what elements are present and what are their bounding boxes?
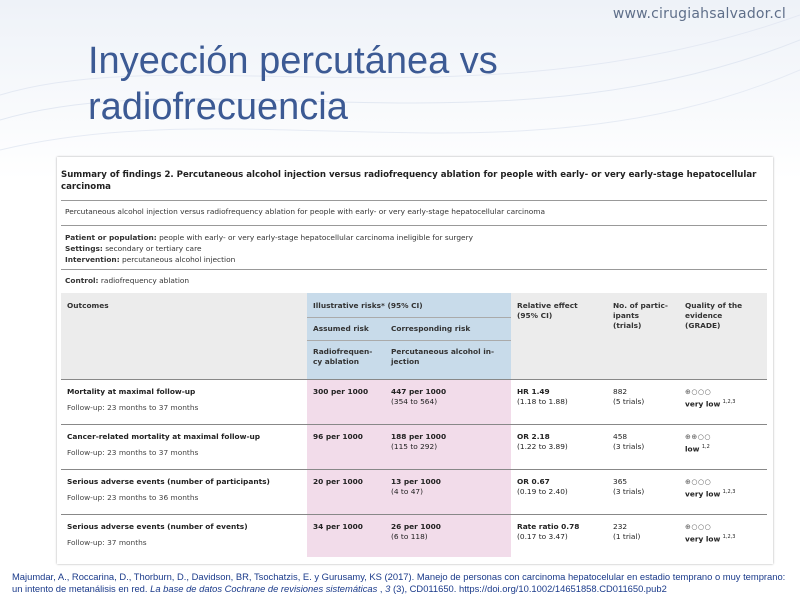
control — [65, 276, 189, 285]
patient-value: people with early- or very early-stage hepatocellular carcinoma ineligible for surgery — [159, 233, 473, 242]
row-corresponding-ci: (354 to 564) — [391, 397, 438, 406]
header-radiofrequency-line1: Radiofrequen- — [313, 347, 373, 356]
row-followup: Follow-up: 23 months to 37 months — [67, 403, 199, 412]
divider — [61, 424, 767, 425]
settings-value: secondary or tertiary care — [105, 244, 202, 253]
header-relative-line1: Relative effect — [517, 301, 578, 310]
row-outcome: Serious adverse events (number of events) — [67, 522, 248, 531]
row-trials: (3 trials) — [613, 442, 645, 451]
row-outcome: Mortality at maximal follow-up — [67, 387, 196, 396]
site-url: www.cirugiahsalvador.cl — [612, 6, 786, 22]
header-corresponding: Corresponding risk — [391, 324, 471, 333]
row-participants-value: 882 — [613, 387, 628, 396]
header-quality-line2: evidence — [685, 311, 723, 320]
slide-title — [88, 38, 708, 130]
summary-of-findings-table — [57, 157, 773, 564]
findings-grid — [61, 293, 767, 557]
divider — [61, 200, 767, 201]
row-relative-value: HR 1.49 — [517, 387, 550, 396]
row-corresponding — [391, 522, 441, 542]
intervention-label: Intervention: — [65, 255, 120, 264]
header-outcomes: Outcomes — [67, 301, 109, 310]
row-grade — [685, 477, 735, 499]
row-trials: (1 trial) — [613, 532, 641, 541]
divider — [61, 469, 767, 470]
row-outcome: Cancer-related mortality at maximal follow-up — [67, 432, 261, 441]
header-quality — [685, 301, 742, 331]
slide-title-line1: Inyección percutánea vs — [88, 40, 498, 82]
sof-caption: Percutaneous alcohol injection versus radiofrequency ablation for people with early- or very early-stage hepatocellular carcinoma — [65, 207, 546, 216]
row-corresponding — [391, 477, 441, 497]
slide-title-line2: radiofrecuencia — [88, 86, 348, 128]
row-relative-ci: (1.22 to 3.89) — [517, 442, 568, 451]
header-pei — [391, 347, 494, 367]
grade-circles-icon: ⊕⊕○○ — [685, 433, 711, 441]
settings — [65, 244, 202, 253]
header-radiofrequency — [313, 347, 372, 367]
row-outcome: Serious adverse events (number of participants) — [67, 477, 270, 486]
header-participants-line2: ipants — [613, 311, 640, 320]
row-participants-value: 232 — [613, 522, 628, 531]
control-label: Control: — [65, 276, 99, 285]
citation-volume: 3 — [385, 582, 391, 594]
row-assumed: 20 per 1000 — [313, 477, 363, 486]
row-corresponding — [391, 432, 446, 452]
row-relative — [517, 432, 568, 452]
row-relative-ci: (1.18 to 1.88) — [517, 397, 568, 406]
row-participants-value: 365 — [613, 477, 628, 486]
intervention — [65, 255, 235, 264]
row-corresponding-ci: (4 to 47) — [391, 487, 423, 496]
row-relative-ci: (0.17 to 3.47) — [517, 532, 568, 541]
divider — [61, 269, 767, 270]
intervention-value: percutaneous alcohol injection — [122, 255, 236, 264]
row-assumed: 300 per 1000 — [313, 387, 369, 396]
row-grade-refs: 1,2,3 — [722, 399, 736, 405]
row-grade-label: very low — [685, 489, 721, 499]
row-corresponding-ci: (115 to 292) — [391, 442, 438, 451]
header-quality-line3: (GRADE) — [685, 321, 721, 330]
row-corresponding-value: 13 per 1000 — [391, 477, 441, 486]
row-assumed: 34 per 1000 — [313, 522, 363, 531]
patient-label: Patient or population: — [65, 233, 157, 242]
row-participants — [613, 432, 644, 452]
citation-journal: La base de datos Cochrane de revisiones sistemáticas — [150, 582, 378, 594]
settings-label: Settings: — [65, 244, 103, 253]
row-assumed: 96 per 1000 — [313, 432, 363, 441]
header-radiofrequency-line2: cy ablation — [313, 357, 359, 366]
row-relative-ci: (0.19 to 2.40) — [517, 487, 568, 496]
divider — [307, 340, 511, 341]
control-value: radiofrequency ablation — [100, 276, 190, 285]
citation-doi: (3), CD011650. https://doi.org/10.1002/14651858.CD011650.pub2 — [390, 582, 667, 594]
citation — [12, 571, 798, 594]
header-relative — [517, 301, 578, 321]
header-relative-line2: (95% CI) — [517, 311, 553, 320]
sof-heading: Summary of findings 2. Percutaneous alcohol injection versus radiofrequency ablation for people with early- or very early-stage hepatocellular carcinoma — [61, 170, 757, 192]
row-trials: (5 trials) — [613, 397, 645, 406]
grade-circles-icon: ⊕○○○ — [685, 523, 712, 531]
header-pei-line2: jection — [391, 357, 420, 366]
citation-authors: Majumdar, A., Roccarina, D., Thorburn, D., Davidson, BR, Tsochatzis, E. y Gurusamy, KS (2017). Manejo de personas con carcinoma hepatocelular en estadio temprano o muy temprano: un intento de metanálisis en red. — [12, 571, 786, 594]
header-illustrative: Illustrative risks* (95% CI) — [313, 301, 423, 310]
divider — [307, 317, 511, 318]
row-grade-label: very low — [685, 534, 721, 544]
row-participants-value: 458 — [613, 432, 628, 441]
divider — [61, 379, 767, 380]
row-participants — [613, 387, 644, 407]
row-corresponding-ci: (6 to 118) — [391, 532, 428, 541]
grade-circles-icon: ⊕○○○ — [685, 478, 712, 486]
row-relative — [517, 477, 568, 497]
citation-sep: , — [377, 582, 386, 594]
divider — [61, 225, 767, 226]
row-followup: Follow-up: 23 months to 37 months — [67, 448, 199, 457]
header-participants — [613, 301, 668, 331]
row-corresponding-value: 188 per 1000 — [391, 432, 447, 441]
row-grade — [685, 522, 735, 544]
row-followup: Follow-up: 37 months — [67, 538, 147, 547]
row-grade — [685, 387, 735, 409]
row-relative — [517, 387, 568, 407]
row-relative-value: Rate ratio 0.78 — [517, 522, 580, 531]
row-relative — [517, 522, 579, 542]
row-relative-value: OR 2.18 — [517, 432, 550, 441]
header-pei-line1: Percutaneous alcohol in- — [391, 347, 495, 356]
row-grade-refs: 1,2 — [701, 444, 710, 450]
patient-population — [65, 233, 473, 242]
header-participants-line1: No. of partic- — [613, 301, 668, 310]
row-grade-label: low — [685, 444, 700, 454]
row-corresponding — [391, 387, 446, 407]
row-relative-value: OR 0.67 — [517, 477, 550, 486]
row-grade-refs: 1,2,3 — [722, 489, 736, 495]
row-corresponding-value: 26 per 1000 — [391, 522, 441, 531]
row-participants — [613, 477, 644, 497]
row-participants — [613, 522, 640, 542]
row-grade-refs: 1,2,3 — [722, 534, 736, 540]
header-assumed: Assumed risk — [313, 324, 369, 333]
header-quality-line1: Quality of the — [685, 301, 743, 310]
row-followup: Follow-up: 23 months to 36 months — [67, 493, 199, 502]
header-participants-line3: (trials) — [613, 321, 642, 330]
row-grade-label: very low — [685, 399, 721, 409]
row-trials: (3 trials) — [613, 487, 645, 496]
row-grade — [685, 432, 711, 454]
divider — [61, 514, 767, 515]
grade-circles-icon: ⊕○○○ — [685, 388, 712, 396]
row-corresponding-value: 447 per 1000 — [391, 387, 447, 396]
